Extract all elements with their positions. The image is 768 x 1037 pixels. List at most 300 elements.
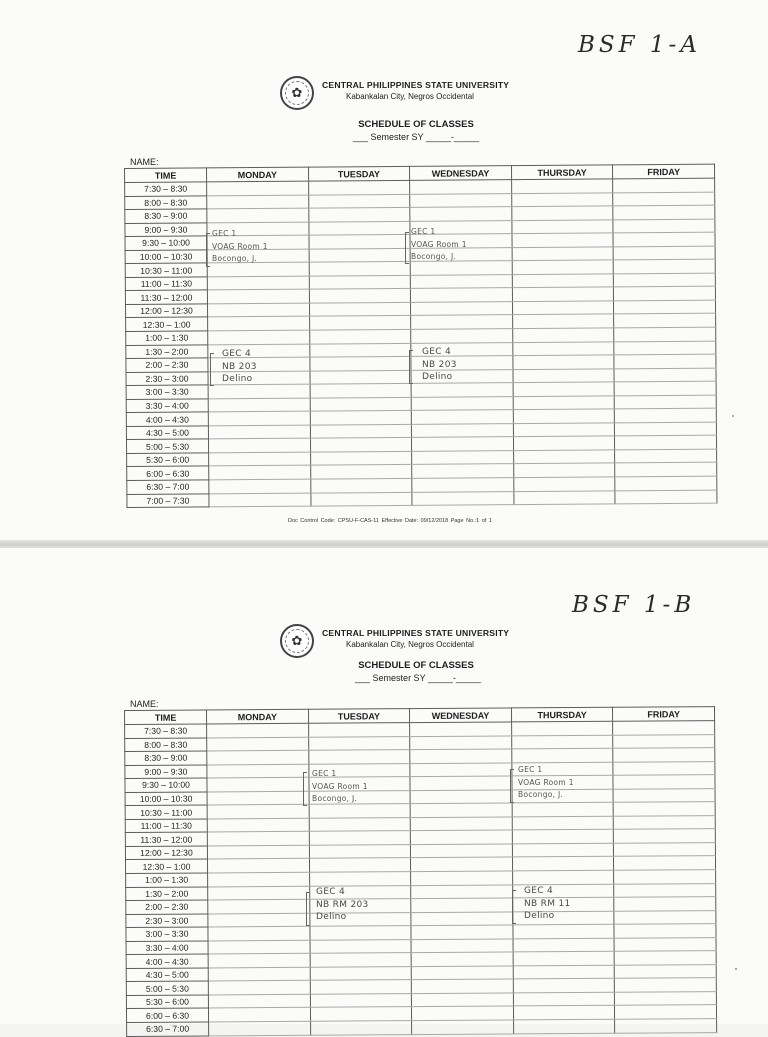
schedule-cell: [412, 464, 514, 478]
time-slot-label: 5:30 – 6:00: [126, 995, 208, 1009]
schedule-cell: [513, 355, 615, 369]
schedule-cell: [309, 289, 411, 303]
handwritten-entry: [316, 886, 369, 924]
header-thursday: THURSDAY: [511, 165, 613, 180]
handwritten-entry: [524, 885, 571, 923]
schedule-cell: [614, 341, 716, 355]
schedule-cell: [412, 1006, 514, 1020]
schedule-cell: [410, 817, 512, 831]
section-tag: BSF 1-A: [578, 32, 701, 58]
schedule-cell: [308, 750, 410, 764]
paper-speck: [735, 968, 737, 970]
time-slot-label: 10:00 – 10:30: [125, 250, 207, 264]
schedule-cell: [513, 396, 615, 410]
handwritten-entry: [222, 348, 257, 386]
time-slot-label: 1:30 – 2:00: [126, 887, 208, 901]
schedule-cell: [615, 422, 717, 436]
time-slot-label: 9:30 – 10:00: [125, 236, 207, 250]
schedule-cell: [411, 410, 513, 424]
schedule-cell: [410, 749, 512, 763]
time-slot-label: 6:30 – 7:00: [127, 480, 209, 494]
schedule-cell: [513, 924, 615, 938]
schedule-table: [124, 706, 717, 1036]
schedule-cell: [411, 884, 513, 898]
schedule-cell: [207, 276, 309, 290]
entry-instructor: Bocongo, J.: [518, 790, 564, 800]
handwritten-entry: [312, 768, 368, 806]
time-slot-label: 11:00 – 11:30: [125, 819, 207, 833]
schedule-cell: [615, 490, 717, 504]
time-slot-label: 12:30 – 1:00: [125, 859, 207, 873]
schedule-cell: [209, 466, 311, 480]
entry-course: GEC 1: [518, 765, 543, 774]
schedule-cell: [410, 830, 512, 844]
schedule-cell: [411, 329, 513, 343]
schedule-cell: [614, 259, 716, 273]
schedule-cell: [207, 303, 309, 317]
schedule-cell: [309, 302, 411, 316]
schedule-cell: [411, 966, 513, 980]
handwritten-entry: [212, 228, 268, 266]
schedule-cell: [411, 844, 513, 858]
schedule-cell: [209, 452, 311, 466]
schedule-cell: [614, 354, 716, 368]
schedule-cell: [410, 790, 512, 804]
time-slot-label: 4:30 – 5:00: [126, 968, 208, 982]
schedule-cell: [615, 395, 717, 409]
bracket-mark: [512, 890, 516, 924]
schedule-cell: [614, 897, 716, 911]
entry-instructor: Bocongo, J.: [212, 254, 258, 264]
schedule-cell: [410, 735, 512, 749]
entry-instructor: Delino: [316, 912, 347, 923]
time-slot-label: 3:00 – 3:30: [126, 385, 208, 399]
schedule-cell: [310, 451, 412, 465]
schedule-cell: [207, 859, 309, 873]
schedule-table: [124, 164, 717, 508]
schedule-cell: [615, 1005, 717, 1019]
schedule-cell: [512, 857, 614, 871]
bracket-mark: [206, 233, 210, 267]
schedule-cell: [410, 180, 512, 194]
time-slot-label: 6:30 – 7:00: [127, 1022, 209, 1036]
schedule-cell: [614, 937, 716, 951]
schedule-cell: [309, 275, 411, 289]
time-slot-label: 9:00 – 9:30: [125, 223, 207, 237]
time-slot-label: 6:00 – 6:30: [126, 1008, 208, 1022]
schedule-cell: [614, 287, 716, 301]
section-tag: BSF 1-B: [572, 592, 696, 618]
schedule-cell: [613, 748, 715, 762]
schedule-cell: [513, 341, 615, 355]
header-time: TIME: [125, 710, 207, 725]
schedule-cell: [309, 872, 411, 886]
schedule-cell: [615, 408, 717, 422]
schedule-cell: [410, 722, 512, 736]
entry-room: VOAG Room 1: [212, 241, 268, 251]
header-wednesday: WEDNESDAY: [410, 708, 512, 723]
schedule-cell: [208, 439, 310, 453]
schedule-cell: [513, 436, 615, 450]
schedule-cell: [614, 381, 716, 395]
entry-course: GEC 4: [524, 886, 554, 896]
schedule-cell: [411, 857, 513, 871]
entry-course: GEC 1: [212, 229, 237, 238]
schedule-cell: [614, 327, 716, 341]
time-slot-label: 11:00 – 11:30: [125, 277, 207, 291]
entry-room: VOAG Room 1: [312, 781, 368, 791]
schedule-cell: [614, 815, 716, 829]
schedule-cell: [512, 301, 614, 315]
schedule-cell: [411, 302, 513, 316]
schedule-cell: [513, 992, 615, 1006]
schedule-cell: [615, 463, 717, 477]
university-name: CENTRAL PHILIPPINES STATE UNIVERSITY: [322, 80, 510, 90]
entry-room: NB 203: [422, 359, 457, 370]
time-slot-label: 7:00 – 7:30: [127, 493, 209, 507]
schedule-cell: [412, 1020, 514, 1034]
schedule-cell: [613, 734, 715, 748]
schedule-cell: [514, 477, 616, 491]
schedule-cell: [309, 248, 411, 262]
schedule-cell: [411, 288, 513, 302]
schedule-cell: [310, 411, 412, 425]
entry-instructor: Delino: [422, 372, 453, 383]
schedule-cell: [207, 195, 309, 209]
time-slot-label: 10:00 – 10:30: [125, 792, 207, 806]
schedule-cell: [310, 438, 412, 452]
header-time: TIME: [125, 168, 207, 183]
schedule-cell: [207, 737, 309, 751]
schedule-cell: [208, 411, 310, 425]
schedule-cell: [310, 478, 412, 492]
schedule-cell: [207, 723, 309, 737]
schedule-sheet-b: [0, 548, 768, 1035]
semester-line: ___ Semester SY _____-_____: [355, 673, 481, 683]
schedule-cell: [308, 723, 410, 737]
name-label: NAME:: [130, 699, 159, 709]
schedule-cell: [208, 940, 310, 954]
schedule-cell: [615, 964, 717, 978]
schedule-cell: [412, 993, 514, 1007]
schedule-cell: [614, 883, 716, 897]
bracket-mark: [210, 353, 214, 386]
time-slot-label: 2:00 – 2:30: [126, 358, 208, 372]
header-thursday: THURSDAY: [511, 707, 613, 722]
time-slot-label: 3:00 – 3:30: [126, 927, 208, 941]
schedule-cell: [613, 788, 715, 802]
schedule-cell: [512, 260, 614, 274]
schedule-cell: [410, 763, 512, 777]
university-name: CENTRAL PHILIPPINES STATE UNIVERSITY: [322, 628, 510, 638]
entry-room: NB RM 11: [524, 898, 571, 909]
time-slot-label: 4:00 – 4:30: [126, 954, 208, 968]
document-footer: Doc Control Code: CPSU-F-CAS-11 Effective Date: 09/12/2018 Page No.:1 of 1: [288, 518, 492, 524]
time-slot-label: 12:30 – 1:00: [126, 317, 208, 331]
schedule-cell: [614, 300, 716, 314]
time-slot-row: [127, 1019, 717, 1036]
handwritten-entry: [422, 346, 457, 384]
time-slot-label: 7:30 – 8:30: [125, 724, 207, 738]
schedule-cell: [310, 953, 412, 967]
schedule-cell: [614, 314, 716, 328]
handwritten-entry: [518, 764, 574, 802]
time-slot-label: 4:30 – 5:00: [126, 426, 208, 440]
schedule-cell: [513, 463, 615, 477]
time-slot-label: 8:30 – 9:00: [125, 209, 207, 223]
schedule-cell: [207, 832, 309, 846]
entry-instructor: Bocongo, J.: [312, 794, 358, 804]
schedule-cell: [411, 871, 513, 885]
schedule-cell: [412, 478, 514, 492]
schedule-cell: [614, 843, 716, 857]
time-slot-label: 2:30 – 3:00: [126, 372, 208, 386]
name-label: NAME:: [130, 157, 159, 167]
schedule-cell: [208, 1008, 310, 1022]
schedule-cell: [512, 843, 614, 857]
entry-course: GEC 4: [316, 887, 346, 897]
university-address: Kabankalan City, Negros Occidental: [346, 92, 474, 101]
semester-line: ___ Semester SY _____-_____: [353, 132, 479, 142]
schedule-cell: [208, 967, 310, 981]
document-title: SCHEDULE OF CLASSES: [358, 119, 474, 130]
time-slot-label: 3:30 – 4:00: [126, 399, 208, 413]
entry-room: VOAG Room 1: [411, 239, 467, 249]
schedule-cell: [207, 290, 309, 304]
schedule-cell: [310, 1007, 412, 1021]
bracket-mark: [303, 772, 307, 806]
schedule-cell: [208, 398, 310, 412]
time-slot-label: 9:00 – 9:30: [125, 765, 207, 779]
time-slot-label: 10:30 – 11:00: [125, 263, 207, 277]
paper-speck: [732, 415, 734, 417]
header-monday: MONDAY: [207, 167, 309, 182]
schedule-cell: [511, 735, 613, 749]
schedule-cell: [512, 830, 614, 844]
schedule-cell: [613, 178, 715, 192]
schedule-cell: [411, 939, 513, 953]
schedule-cell: [513, 409, 615, 423]
schedule-cell: [613, 246, 715, 260]
schedule-cell: [613, 721, 715, 735]
schedule-cell: [208, 886, 310, 900]
schedule-cell: [512, 870, 614, 884]
schedule-cell: [412, 423, 514, 437]
header-tuesday: TUESDAY: [308, 166, 410, 181]
schedule-cell: [310, 1021, 412, 1035]
schedule-cell: [309, 357, 411, 371]
schedule-cell: [310, 980, 412, 994]
schedule-cell: [208, 899, 310, 913]
schedule-cell: [512, 247, 614, 261]
schedule-cell: [410, 207, 512, 221]
entry-course: GEC 4: [222, 349, 252, 359]
schedule-cell: [308, 194, 410, 208]
schedule-cell: [207, 750, 309, 764]
schedule-cell: [512, 220, 614, 234]
bracket-mark: [510, 769, 514, 803]
schedule-cell: [308, 221, 410, 235]
schedule-cell: [412, 437, 514, 451]
schedule-cell: [615, 1019, 717, 1033]
time-slot-label: 7:30 – 8:30: [125, 182, 207, 196]
university-address: Kabankalan City, Negros Occidental: [346, 640, 474, 649]
time-slot-label: 11:30 – 12:00: [125, 290, 207, 304]
schedule-cell: [310, 370, 412, 384]
time-slot-label: 5:30 – 6:00: [127, 453, 209, 467]
schedule-cell: [410, 776, 512, 790]
schedule-cell: [615, 476, 717, 490]
schedule-cell: [615, 436, 717, 450]
schedule-cell: [513, 938, 615, 952]
schedule-cell: [308, 207, 410, 221]
schedule-cell: [511, 192, 613, 206]
schedule-cell: [513, 382, 615, 396]
schedule-cell: [310, 424, 412, 438]
time-slot-label: 5:00 – 5:30: [126, 981, 208, 995]
header-tuesday: TUESDAY: [308, 709, 410, 724]
schedule-cell: [309, 804, 411, 818]
schedule-cell: [513, 952, 615, 966]
schedule-cell: [614, 951, 716, 965]
schedule-cell: [511, 721, 613, 735]
schedule-cell: [411, 898, 513, 912]
schedule-cell: [308, 180, 410, 194]
time-slot-label: 8:00 – 8:30: [125, 737, 207, 751]
time-slot-label: 5:00 – 5:30: [126, 439, 208, 453]
entry-instructor: Delino: [524, 911, 555, 922]
schedule-cell: [208, 913, 310, 927]
entry-room: VOAG Room 1: [518, 777, 574, 787]
schedule-cell: [512, 328, 614, 342]
bracket-mark: [405, 232, 409, 264]
document-title: SCHEDULE OF CLASSES: [358, 660, 474, 671]
schedule-cell: [207, 208, 309, 222]
schedule-cell: [208, 981, 310, 995]
schedule-cell: [512, 816, 614, 830]
time-slot-label: 1:00 – 1:30: [126, 331, 208, 345]
schedule-cell: [208, 425, 310, 439]
schedule-cell: [411, 396, 513, 410]
entry-room: NB 203: [222, 361, 257, 372]
schedule-cell: [309, 831, 411, 845]
schedule-cell: [309, 329, 411, 343]
entry-course: GEC 4: [422, 347, 452, 357]
schedule-cell: [412, 491, 514, 505]
schedule-cell: [207, 805, 309, 819]
university-seal-icon: ✿: [280, 624, 314, 658]
schedule-cell: [512, 233, 614, 247]
schedule-cell: [410, 803, 512, 817]
header-friday: FRIDAY: [613, 707, 715, 722]
schedule-cell: [310, 994, 412, 1008]
schedule-cell: [512, 206, 614, 220]
schedule-cell: [512, 314, 614, 328]
schedule-cell: [208, 994, 310, 1008]
schedule-cell: [614, 273, 716, 287]
schedule-cell: [411, 952, 513, 966]
schedule-cell: [209, 479, 311, 493]
schedule-cell: [614, 910, 716, 924]
bracket-mark: [306, 892, 310, 926]
schedule-cell: [513, 1006, 615, 1020]
schedule-cell: [614, 870, 716, 884]
schedule-cell: [513, 450, 615, 464]
schedule-cell: [410, 193, 512, 207]
handwritten-entry: [411, 226, 467, 264]
schedule-cell: [310, 465, 412, 479]
time-slot-label: 6:00 – 6:30: [127, 466, 209, 480]
schedule-cell: [513, 1019, 615, 1033]
schedule-cell: [209, 493, 311, 507]
schedule-cell: [512, 274, 614, 288]
schedule-cell: [614, 856, 716, 870]
header-monday: MONDAY: [207, 709, 309, 724]
header-friday: FRIDAY: [613, 164, 715, 179]
schedule-cell: [512, 748, 614, 762]
schedule-cell: [207, 777, 309, 791]
time-slot-label: 2:00 – 2:30: [126, 900, 208, 914]
entry-course: GEC 1: [411, 227, 436, 236]
schedule-cell: [512, 287, 614, 301]
entry-instructor: Delino: [222, 374, 253, 385]
schedule-cell: [614, 829, 716, 843]
schedule-cell: [411, 912, 513, 926]
schedule-cell: [513, 369, 615, 383]
schedule-cell: [513, 979, 615, 993]
university-seal-icon: ✿: [280, 76, 314, 110]
schedule-cell: [310, 939, 412, 953]
schedule-cell: [615, 978, 717, 992]
schedule-cell: [412, 451, 514, 465]
schedule-cell: [614, 368, 716, 382]
schedule-cell: [310, 384, 412, 398]
schedule-cell: [207, 181, 309, 195]
schedule-cell: [208, 384, 310, 398]
schedule-cell: [207, 845, 309, 859]
schedule-cell: [310, 492, 412, 506]
schedule-cell: [511, 179, 613, 193]
time-slot-label: 8:30 – 9:00: [125, 751, 207, 765]
schedule-cell: [613, 205, 715, 219]
schedule-cell: [309, 343, 411, 357]
schedule-cell: [309, 316, 411, 330]
schedule-cell: [308, 736, 410, 750]
schedule-cell: [310, 966, 412, 980]
schedule-cell: [310, 926, 412, 940]
schedule-cell: [614, 924, 716, 938]
schedule-cell: [513, 965, 615, 979]
schedule-cell: [613, 232, 715, 246]
schedule-cell: [208, 317, 310, 331]
time-slot-label: 12:00 – 12:30: [125, 846, 207, 860]
time-slot-label: 4:00 – 4:30: [126, 412, 208, 426]
schedule-cell: [613, 761, 715, 775]
schedule-cell: [512, 803, 614, 817]
header-wednesday: WEDNESDAY: [410, 166, 512, 181]
schedule-cell: [309, 262, 411, 276]
bracket-mark: [409, 350, 413, 384]
time-slot-label: 2:30 – 3:00: [126, 914, 208, 928]
schedule-cell: [615, 449, 717, 463]
time-slot-label: 9:30 – 10:00: [125, 778, 207, 792]
schedule-cell: [613, 219, 715, 233]
schedule-cell: [411, 925, 513, 939]
schedule-cell: [208, 954, 310, 968]
schedule-cell: [410, 274, 512, 288]
schedule-cell: [207, 791, 309, 805]
time-slot-label: 3:30 – 4:00: [126, 941, 208, 955]
